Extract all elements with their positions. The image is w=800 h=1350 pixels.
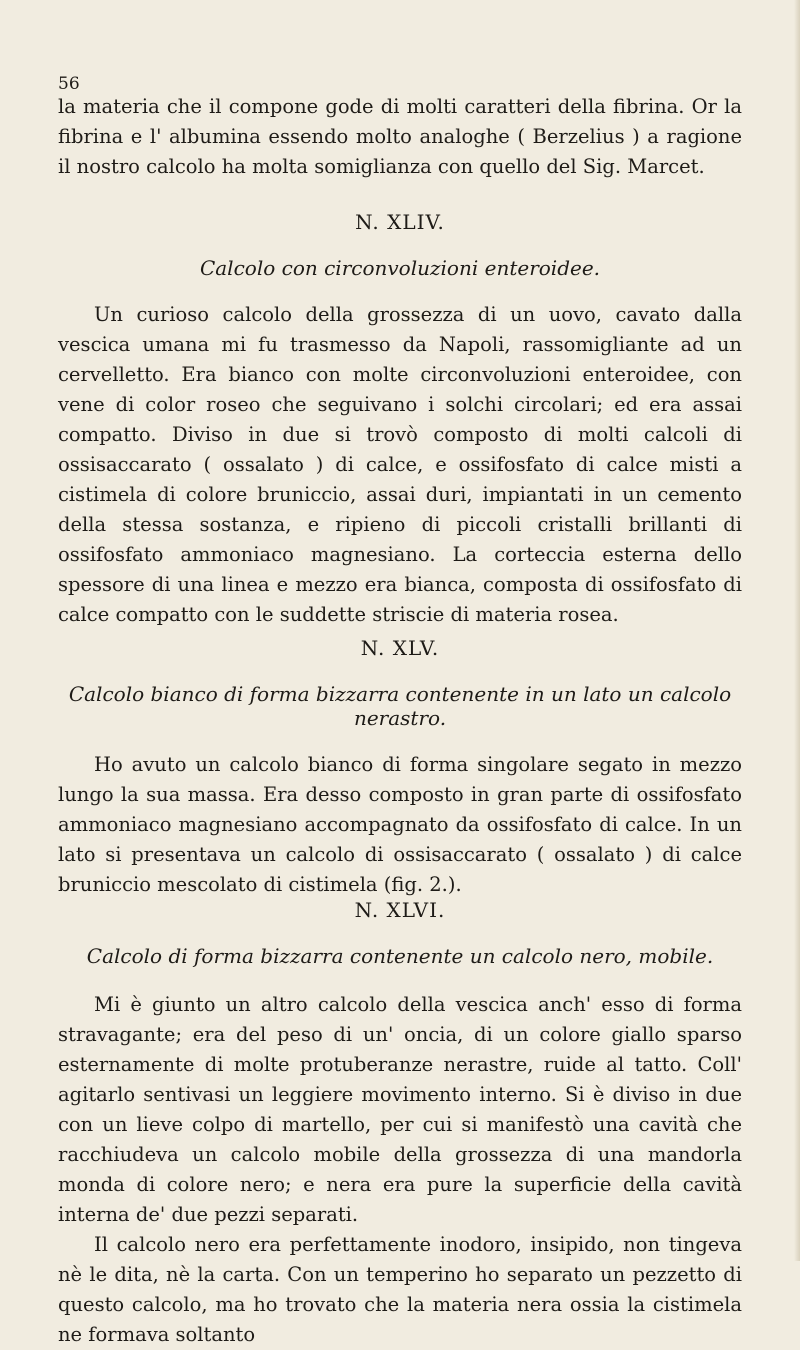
section-paragraph: Il calcolo nero era perfettamente inodoro, insipido, non tingeva nè le dita, nè la carta. Con un temperino ho separato un pezzetto di questo calcolo, ma ho trovato che la materia nera ossia la cistimela ne formava soltanto bbox=[58, 1233, 742, 1346]
section-paragraph: Ho avuto un calcolo bianco di forma singolare segato in mezzo lungo la sua massa. Era desso composto in gran parte di ossifosfato ammoniaco magnesiano accompagnato da ossifosfato di calce. In un lato si presentava un calcolo di ossisaccarato ( ossalato ) di calce bruniccio mescolato di cistimela (fig. 2.). bbox=[58, 753, 742, 896]
section-number: N. XLVI. bbox=[354, 898, 446, 922]
section-title: Calcolo con circonvoluzioni enteroidee. bbox=[199, 256, 601, 280]
section-title: Calcolo di forma bizzarra contenente un calcolo nero, mobile. bbox=[86, 944, 714, 968]
section-number: N. XLIV. bbox=[355, 210, 445, 234]
page-edge-shadow bbox=[794, 0, 800, 1261]
section-number: N. XLV. bbox=[360, 636, 440, 660]
intro-paragraph: la materia che il compone gode di molti caratteri della fibrina. Or la fibrina e l' albumina essendo molto analoghe ( Berzelius ) a ragione il nostro calcolo ha molta somiglianza con quello del Sig. Marcet. bbox=[58, 95, 742, 178]
section-paragraph: Un curioso calcolo della grossezza di un uovo, cavato dalla vescica umana mi fu trasmesso da Napoli, rassomigliante ad un cervelletto. Era bianco con molte circonvoluzioni enteroidee, con vene di color roseo che seguivano i solchi circolari; ed era assai compatto. Diviso in due si trovò composto di molti calcoli di ossisaccarato ( ossalato ) di calce, e ossifosfato di calce misti a cistimela di colore bruniccio, assai duri, impiantati in un cemento della stessa sostanza, e ripieno di piccoli cristalli brillanti di ossifosfato ammoniaco magnesiano. La corteccia esterna dello spessore di una linea e mezzo era bianca, composta di ossifosfato di calce compatto con le suddette striscie di materia rosea. bbox=[58, 303, 742, 626]
section-title: Calcolo bianco di forma bizzarra contenente in un lato un calcolo nerastro. bbox=[68, 682, 732, 730]
page-content bbox=[58, 92, 742, 1350]
section-paragraph: Mi è giunto un altro calcolo della vescica anch' esso di forma stravagante; era del peso di un' oncia, di un colore giallo sparso esternamente di molte protuberanze nerastre, ruide al tatto. Coll' agitarlo sentivasi un leggiere movimento interno. Si è diviso in due con un lieve colpo di martello, per cui si manifestò una cavità che racchiudeva un calcolo mobile della grossezza di una mandorla monda di colore nero; e nera era pure la superficie della cavità interna de' due pezzi separati. bbox=[58, 993, 742, 1226]
page-number: 56 bbox=[58, 74, 80, 94]
